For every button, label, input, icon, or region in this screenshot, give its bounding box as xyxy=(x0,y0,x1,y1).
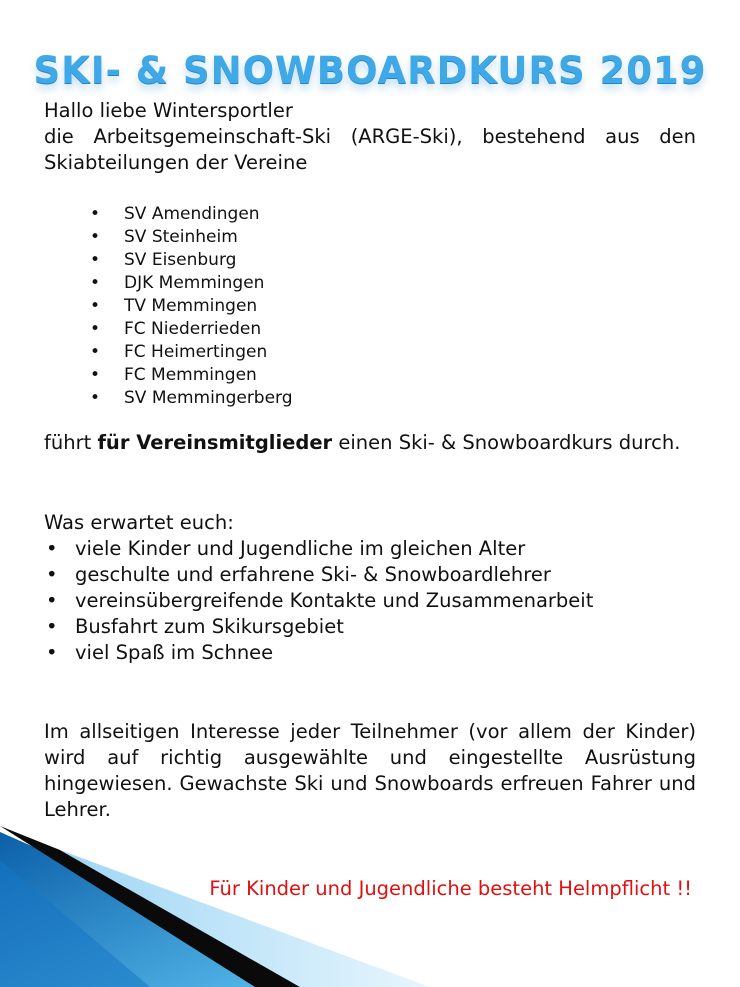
expectation-item: • vereinsübergreifende Kontakte und Zusammenarbeit xyxy=(44,588,696,614)
club-item: • FC Niederrieden xyxy=(90,318,293,341)
club-item: • SV Amendingen xyxy=(90,203,293,226)
club-item: • SV Steinheim xyxy=(90,226,293,249)
course-line-start: führt xyxy=(44,431,92,454)
expectation-item: • viele Kinder und Jugendliche im gleichen Alter xyxy=(44,536,696,562)
expectation-item: • geschulte und erfahrene Ski- & Snowboardlehrer xyxy=(44,562,696,588)
club-item: • TV Memmingen xyxy=(90,295,293,318)
club-item: • FC Memmingen xyxy=(90,364,293,387)
club-item: • FC Heimertingen xyxy=(90,341,293,364)
members-only-emphasis: für Vereinsmitglieder xyxy=(97,431,333,454)
club-item: • SV Memmingerberg xyxy=(90,387,293,410)
expectation-item: • Busfahrt zum Skikursgebiet xyxy=(44,614,696,640)
intro-text: die Arbeitsgemeinschaft-Ski (ARGE-Ski), bestehend aus den Skiabteilungen der Vereine xyxy=(44,125,696,174)
course-line-end: einen Ski- & Snowboardkurs durch. xyxy=(338,431,681,454)
page-title: SKI- & SNOWBOARDKURS 2019 xyxy=(33,48,707,92)
expectations-heading: Was erwartet euch: xyxy=(44,511,234,534)
helmet-notice: Für Kinder und Jugendliche besteht Helmpflicht !! xyxy=(209,877,692,900)
greeting-text: Hallo liebe Wintersportler xyxy=(44,99,293,122)
equipment-note: Im allseitigen Interesse jeder Teilnehmer (vor allem der Kinder) wird auf richtig ausgewählte und eingestellte Ausrüstung hingewiesen. Gewachste Ski und Snowboards erfreuen Fahrer und Lehrer. xyxy=(44,720,696,821)
expectation-item: • viel Spaß im Schnee xyxy=(44,640,696,666)
club-item: • DJK Memmingen xyxy=(90,272,293,295)
club-item: • SV Eisenburg xyxy=(90,249,293,272)
